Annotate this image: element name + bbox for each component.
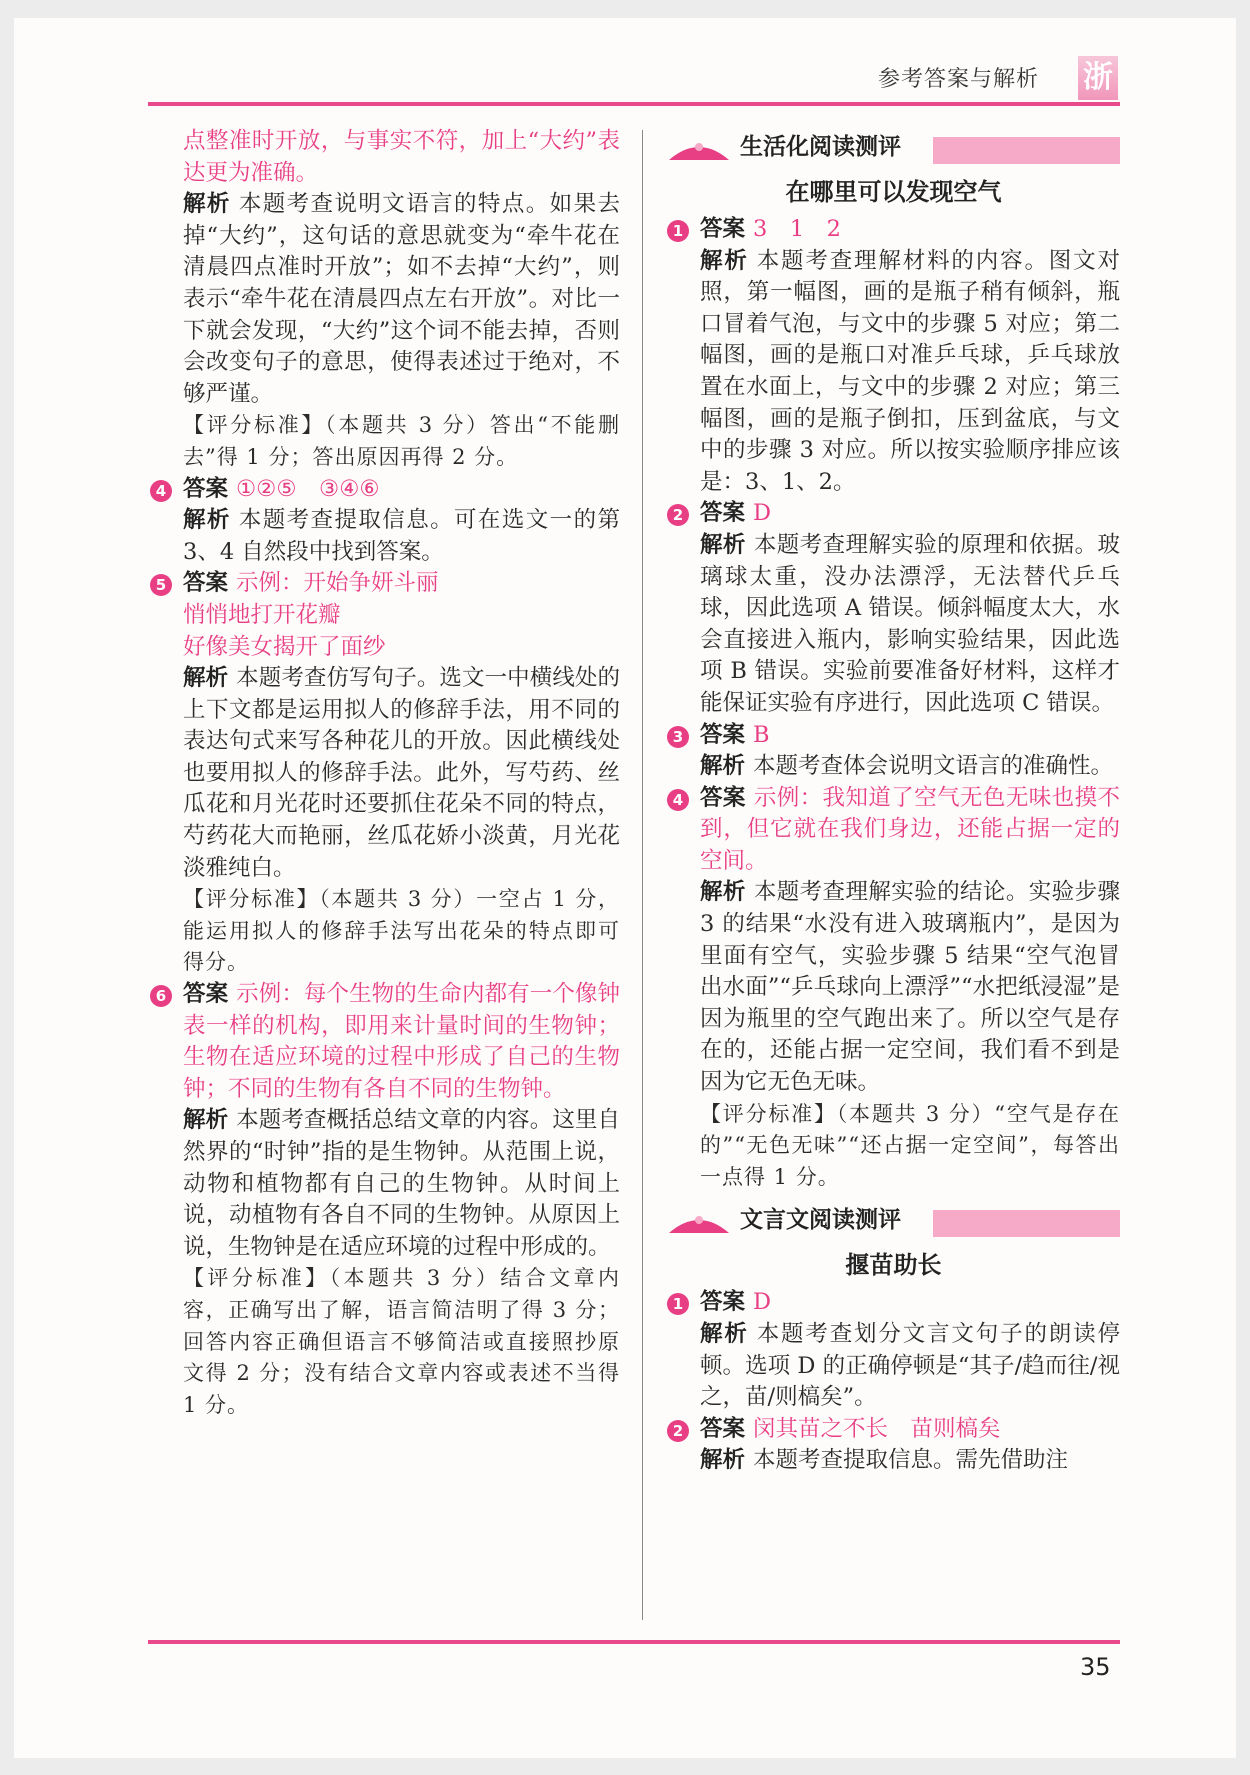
article-title: 揠苗助长 [845,1251,942,1280]
section-header [667,132,1120,168]
answer-line: 悄悄地打开花瓣 [183,601,341,628]
answer-text: 示例：我知道了空气无色无味也摸不到，但它就在我们身边，还能占据一定的空间。 [700,784,1120,874]
question-number-badge: 6 [150,985,172,1007]
analysis-text: 本题考查理解材料的内容。图文对照，第一幅图，画的是瓶子稍有倾斜，瓶口冒着气泡，与文中的步骤 5 对应；第二幅图，画的是瓶口对准乒乓球，乒乓球放置在水面上，与文中的步骤 2 对应；第三幅图，画的是瓶子倒扣，压到盆底，与文中的步骤 3 对应。所以按实验顺序排应该是：3、1、2。 [700,247,1120,495]
analysis-text: 本题考查理解实验的原理和依据。玻璃球太重，没办法漂浮，无法替代乒乓球，因此选项 A 错误。倾斜幅度太大，水会直接进入瓶内，影响实验结果，因此选项 B 错误。实验前要准备好材料，这样才能保证实验有序进行，因此选项 C 错误。 [700,531,1120,716]
question-4 [150,474,620,569]
scoring-standard: 【评分标准】（本题共 3 分）“空气是存在的”“无色无味”“还占据一定空间”，每答出一点得 1 分。 [700,1101,1120,1189]
question-5 [150,568,620,979]
intro-answer: 点整准时开放，与事实不符，加上“大约”表达更为准确。 [183,128,620,186]
analysis-label: 解析 [700,531,746,558]
analysis-label: 解析 [183,191,231,218]
header-title: 参考答案与解析 [878,67,1040,92]
footer-rule [148,1640,1120,1644]
answer-label: 答案 [700,1415,746,1442]
answer-text: 闵其苗之不长 苗则槁矣 [753,1415,1001,1442]
question-1 [667,214,1120,498]
analysis-text: 本题考查体会说明文语言的准确性。 [753,753,1114,780]
page-number: 35 [1080,1653,1111,1681]
analysis-label: 解析 [700,753,746,780]
analysis-text: 本题考查划分文言文句子的朗读停顿。选项 D 的正确停顿是“其子/趋而往/视之，苗/则槁矣”。 [700,1321,1120,1411]
answer-text: D [753,1289,772,1316]
hat-icon [667,1211,731,1235]
left-column [150,126,620,1421]
analysis-text: 本题考查仿写句子。选文一中横线处的上下文都是运用拟人的修辞手法，用不同的表达句式来写各种花儿的开放。因此横线处也要用拟人的修辞手法。此外，写芍药、丝瓜花和月光花时还要抓住花朵不同的特点，芍药花大而艳丽，丝瓜花娇小淡黄，月光花淡雅纯白。 [183,665,620,881]
answer-text: D [753,500,772,527]
answer-label: 答案 [700,1289,746,1316]
question-number-badge: 4 [667,789,689,811]
analysis-label: 解析 [183,507,231,534]
analysis-text: 本题考查概括总结文章的内容。这里自然界的“时钟”指的是生物钟。从范围上说，动物和植物都有自己的生物钟。从时间上说，动植物有各自不同的生物钟。从原因上说，生物钟是在适应环境的过程中形成的。 [183,1107,620,1260]
question-2 [667,498,1120,719]
answer-label: 答案 [700,784,746,811]
answer-line: 示例：开始争妍斗丽 [236,570,439,597]
section-bar [933,1210,1120,1237]
question-number-badge: 5 [150,574,172,596]
answer-text: ①②⑤ ③④⑥ [236,475,380,502]
analysis-label: 解析 [700,1321,749,1347]
scoring-standard: 【评分标准】（本题共 3 分）结合文章内容，正确写出了解，语言简洁明了得 3 分；回答内容正确但语言不够简洁或直接照抄原文得 2 分；没有结合文章内容或表述不当得 1 分。 [183,1266,620,1417]
answer-label: 答案 [183,981,229,1008]
section-bar [933,137,1120,164]
header-rule [148,102,1120,106]
analysis-text: 本题考查说明文语言的特点。如果去掉“大约”，这句话的意思就变为“牵牛花在清晨四点准时开放”；如不去掉“大约”，则表示“牵牛花在清晨四点左右开放”。对比一下就会发现，“大约”这个词不能去掉，否则会改变句子的意思，使得表述过于绝对，不够严谨。 [183,191,620,407]
question-4 [667,783,1120,1194]
question-number-badge: 2 [667,504,689,526]
question-2 [667,1414,1120,1477]
article-title: 在哪里可以发现空气 [785,178,1002,206]
section-header [667,1205,1120,1241]
answer-text: B [753,721,770,748]
analysis-label: 解析 [183,665,229,692]
hat-icon [667,138,731,162]
answer-label: 答案 [700,216,746,242]
region-badge: 浙 [1078,56,1118,100]
answer-label: 答案 [700,721,746,748]
column-divider [642,130,643,1620]
question-6 [150,979,620,1421]
scoring-standard: 【评分标准】（本题共 3 分）答出“不能删去”得 1 分；答出原因再得 2 分。 [183,413,620,469]
section-title: 生活化阅读测评 [740,134,901,160]
answer-label: 答案 [183,475,229,502]
intro-analysis [183,189,620,410]
question-number-badge: 3 [667,726,689,748]
analysis-text: 本题考查提取信息。可在选文一的第 3、4 自然段中找到答案。 [183,507,620,565]
answer-text: 示例：每个生物的生命内都有一个像钟表一样的机构，即用来计量时间的生物钟；生物在适应环境的过程中形成了自己的生物钟；不同的生物有各自不同的生物钟。 [183,981,620,1102]
analysis-label: 解析 [700,1447,746,1474]
analysis-text: 本题考查理解实验的结论。实验步骤 3 的结果“水没有进入玻璃瓶内”，是因为里面有空气，实验步骤 5 结果“空气泡冒出水面”“乒乓球向上漂浮”“水把纸浸湿”是因为瓶里的空气跑出来了。所以空气是存在的，还能占据一定空间，我们看不到是因为它无色无味。 [700,879,1120,1096]
answer-label: 答案 [700,500,746,527]
question-1 [667,1287,1120,1413]
analysis-label: 解析 [183,1107,229,1134]
question-number-badge: 2 [667,1420,689,1442]
right-column [667,130,1120,1477]
answer-label: 答案 [183,570,229,597]
question-3 [667,720,1120,783]
scoring-standard: 【评分标准】（本题共 3 分）一空占 1 分，能运用拟人的修辞手法写出花朵的特点即可得分。 [183,887,620,975]
question-number-badge: 1 [667,220,689,242]
answer-text: 3 1 2 [753,216,841,242]
analysis-label: 解析 [700,879,746,906]
question-number-badge: 1 [667,1293,689,1315]
analysis-text: 本题考查提取信息。需先借助注 [753,1447,1069,1474]
section-title: 文言文阅读测评 [740,1207,901,1234]
question-number-badge: 4 [150,480,172,502]
analysis-label: 解析 [700,247,749,274]
answer-line: 好像美女揭开了面纱 [183,633,386,660]
